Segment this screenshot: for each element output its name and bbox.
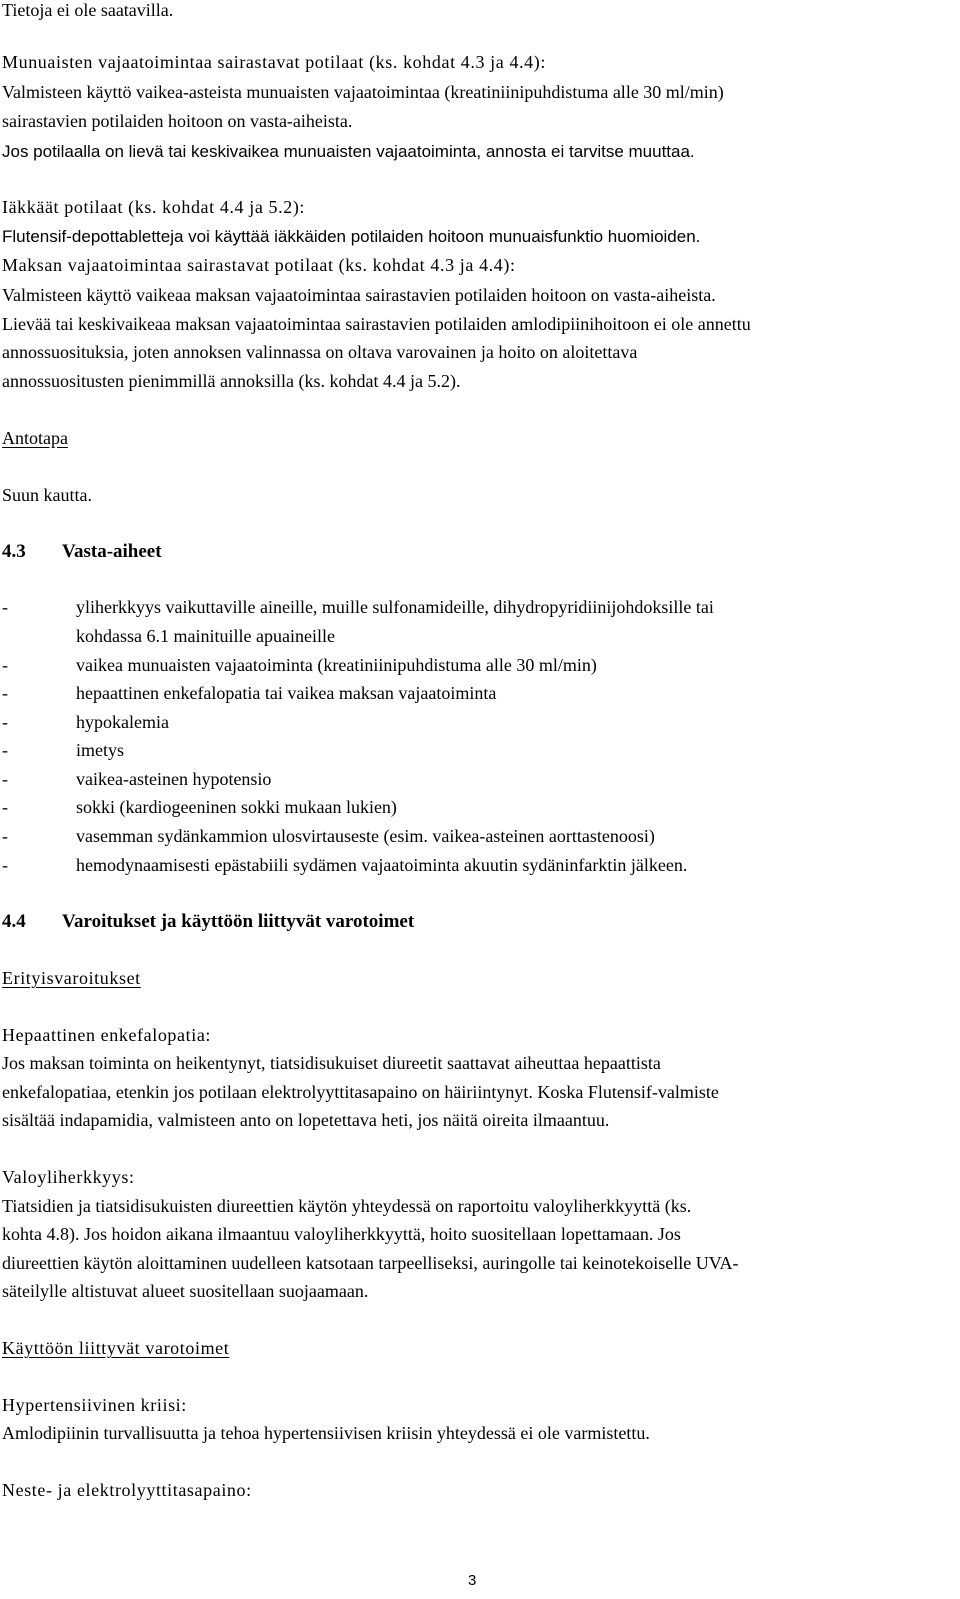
contraindication-item: kohdassa 6.1 mainituille apuaineille: [76, 626, 335, 646]
contraindication-item: vaikea-asteinen hypotensio: [76, 769, 272, 789]
hepatic-text-line: Lievää tai keskivaikeaa maksan vajaatoimintaa sairastavien potilaiden amlodipiinihoitoon ei ole annettu: [2, 314, 751, 334]
hepatic-text-line: annossuositusten pienimmillä annoksilla (ks. kohdat 4.4 ja 5.2).: [2, 371, 461, 391]
hypertensive-crisis-line: Amlodipiinin turvallisuutta ja tehoa hypertensiivisen kriisin yhteydessä ei ole varmistettu.: [2, 1423, 650, 1443]
photosensitivity-line: diureettien käytön aloittaminen uudelleen katsotaan tarpeelliseksi, auringolle tai keinotekoiselle UVA-: [2, 1253, 739, 1273]
hepatic-text-line: annossuosituksia, joten annoksen valinnassa on oltava varovainen ja hoito on aloitettava: [2, 342, 638, 362]
list-dash: -: [2, 769, 8, 789]
hypertensive-crisis-heading: Hypertensiivinen kriisi:: [2, 1395, 187, 1415]
precautions-heading: Käyttöön liittyvät varotoimet: [2, 1338, 230, 1358]
hepatic-heading: Maksan vajaatoimintaa sairastavat potilaat (ks. kohdat 4.3 ja 4.4):: [2, 255, 516, 275]
section-4-3-number: 4.3: [2, 541, 26, 562]
hepatic-encephalopathy-heading: Hepaattinen enkefalopatia:: [2, 1025, 212, 1045]
hepatic-encephalopathy-line: Jos maksan toiminta on heikentynyt, tiatsidisukuiset diureetit saattavat aiheuttaa hepaattista: [2, 1053, 661, 1073]
administration-heading: Antotapa: [2, 428, 68, 448]
contraindication-item: yliherkkyys vaikuttaville aineille, muille sulfonamideille, dihydropyridiinijohdoksille tai: [76, 597, 714, 617]
photosensitivity-line: säteilylle altistuvat alueet suositellaan suojaamaan.: [2, 1281, 369, 1301]
contraindication-item: sokki (kardiogeeninen sokki mukaan lukien): [76, 797, 397, 817]
contraindication-item: hypokalemia: [76, 712, 169, 732]
photosensitivity-line: kohta 4.8). Jos hoidon aikana ilmaantuu valoyliherkkyyttä, hoito suositellaan lopettamaan. Jos: [2, 1224, 681, 1244]
administration-text: Suun kautta.: [2, 485, 92, 505]
photosensitivity-line: Tiatsidien ja tiatsidisukuisten diureettien käytön yhteydessä on raportoitu valoyliherkkyyttä (ks.: [2, 1196, 692, 1216]
contraindication-item: hepaattinen enkefalopatia tai vaikea maksan vajaatoiminta: [76, 683, 497, 703]
contraindication-item: hemodynaamisesti epästabiili sydämen vajaatoiminta akuutin sydäninfarktin jälkeen.: [76, 855, 688, 875]
section-4-4-number: 4.4: [2, 911, 26, 932]
elderly-heading: Iäkkäät potilaat (ks. kohdat 4.4 ja 5.2):: [2, 197, 306, 217]
list-dash: -: [2, 855, 8, 875]
list-dash: -: [2, 597, 8, 617]
renal-text-line: Valmisteen käyttö vaikea-asteista munuaisten vajaatoimintaa (kreatiniinipuhdistuma alle 30 ml/min): [2, 82, 724, 102]
elderly-text-line: Flutensif-depottabletteja voi käyttää iäkkäiden potilaiden hoitoon munuaisfunktio huomioiden.: [2, 227, 701, 246]
list-dash: -: [2, 797, 8, 817]
section-4-3-title: Vasta-aiheet: [62, 541, 162, 562]
section-4-4-title: Varoitukset ja käyttöön liittyvät varotoimet: [62, 911, 415, 932]
fluid-electrolyte-heading: Neste- ja elektrolyyttitasapaino:: [2, 1480, 252, 1500]
contraindication-item: imetys: [76, 740, 124, 760]
renal-text-line: sairastavien potilaiden hoitoon on vasta-aiheista.: [2, 111, 353, 131]
list-dash: -: [2, 655, 8, 675]
list-dash: -: [2, 683, 8, 703]
contraindication-item: vaikea munuaisten vajaatoiminta (kreatiniinipuhdistuma alle 30 ml/min): [76, 655, 597, 675]
renal-heading: Munuaisten vajaatoimintaa sairastavat potilaat (ks. kohdat 4.3 ja 4.4):: [2, 52, 546, 72]
contraindication-item: vasemman sydänkammion ulosvirtauseste (esim. vaikea-asteinen aorttastenoosi): [76, 826, 655, 846]
hepatic-encephalopathy-line: sisältää indapamidia, valmisteen anto on lopetettava heti, jos näitä oireita ilmaantuu.: [2, 1110, 610, 1130]
not-available-text: Tietoja ei ole saatavilla.: [2, 0, 174, 20]
renal-text-line: Jos potilaalla on lievä tai keskivaikea munuaisten vajaatoiminta, annosta ei tarvitse muuttaa.: [2, 142, 695, 161]
list-dash: -: [2, 712, 8, 732]
special-warnings-heading: Erityisvaroitukset: [2, 968, 141, 988]
list-dash: -: [2, 826, 8, 846]
page-number: 3: [468, 1572, 477, 1589]
hepatic-encephalopathy-line: enkefalopatiaa, etenkin jos potilaan elektrolyyttitasapaino on häiriintynyt. Koska Flutensif-valmiste: [2, 1082, 719, 1102]
list-dash: -: [2, 740, 8, 760]
photosensitivity-heading: Valoyliherkkyys:: [2, 1167, 135, 1187]
hepatic-text-line: Valmisteen käyttö vaikeaa maksan vajaatoimintaa sairastavien potilaiden hoitoon on vasta-aiheista.: [2, 285, 716, 305]
